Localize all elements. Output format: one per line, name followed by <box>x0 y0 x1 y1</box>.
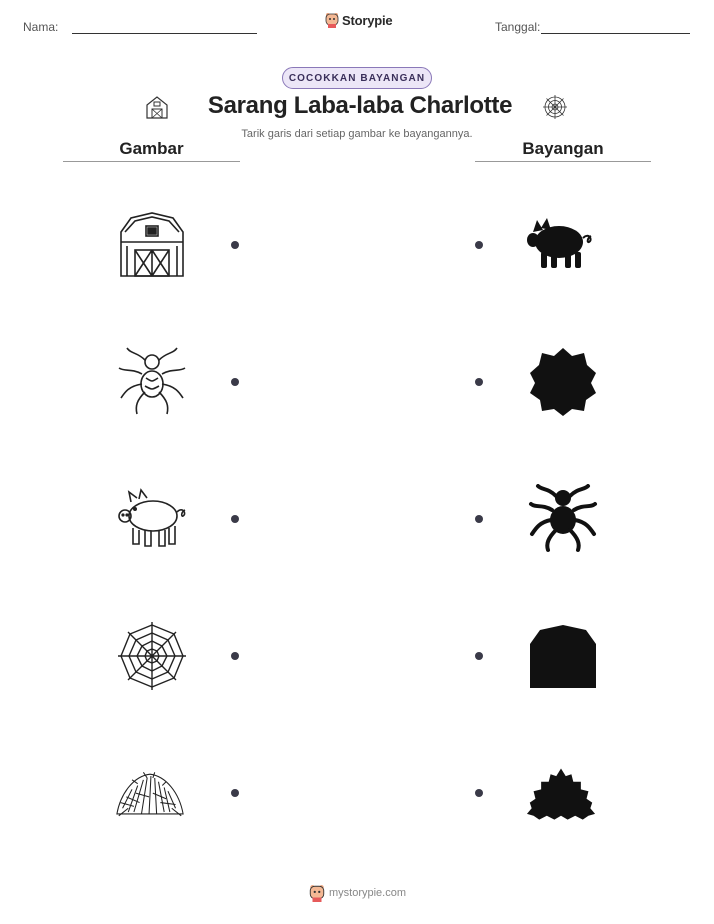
page-title: Sarang Laba-laba Charlotte <box>207 92 513 119</box>
pig-icon <box>117 484 187 554</box>
date-field[interactable] <box>495 20 540 34</box>
date-line <box>541 33 690 34</box>
storypie-mascot-icon <box>325 12 339 28</box>
brand-logo <box>325 12 392 28</box>
column-header-underline <box>63 161 240 162</box>
match-dot-left[interactable] <box>231 652 239 660</box>
barn-icon <box>117 210 187 280</box>
barn-shadow-icon <box>528 622 598 692</box>
name-line <box>72 33 257 34</box>
web-shadow-icon <box>528 347 598 417</box>
footer-website[interactable]: mystorypie.com <box>329 887 407 899</box>
column-header-pictures <box>63 139 240 159</box>
spider-shadow-icon <box>528 484 598 554</box>
brand-name: Storypie <box>342 12 393 28</box>
date-label: Tanggal: <box>495 20 541 34</box>
match-dot-right[interactable] <box>475 241 483 249</box>
match-dot-right[interactable] <box>475 515 483 523</box>
match-dot-left[interactable] <box>231 515 239 523</box>
match-dot-right[interactable] <box>475 789 483 797</box>
column-header-shadows <box>475 139 651 159</box>
column-header-underline <box>475 161 651 162</box>
match-dot-left[interactable] <box>231 378 239 386</box>
spider-web-icon <box>117 621 187 691</box>
activity-badge: COCOKKAN BAYANGAN <box>282 67 432 89</box>
pig-shadow-icon <box>527 208 597 278</box>
hay-shadow-icon <box>526 760 596 830</box>
match-dot-right[interactable] <box>475 378 483 386</box>
footer <box>309 884 406 902</box>
hay-pile-icon <box>115 760 185 830</box>
match-dot-left[interactable] <box>231 789 239 797</box>
name-label: Nama: <box>23 20 59 34</box>
column-header-pictures-label: Gambar <box>119 139 184 158</box>
instructions: Tarik garis dari setiap gambar ke bayangannya. <box>241 128 473 140</box>
storypie-mascot-icon <box>309 884 325 902</box>
match-dot-right[interactable] <box>475 652 483 660</box>
spider-web-icon <box>542 94 568 120</box>
match-dot-left[interactable] <box>231 241 239 249</box>
name-field[interactable] <box>23 20 58 34</box>
spider-icon <box>117 346 187 416</box>
column-header-shadows-label: Bayangan <box>522 139 604 158</box>
